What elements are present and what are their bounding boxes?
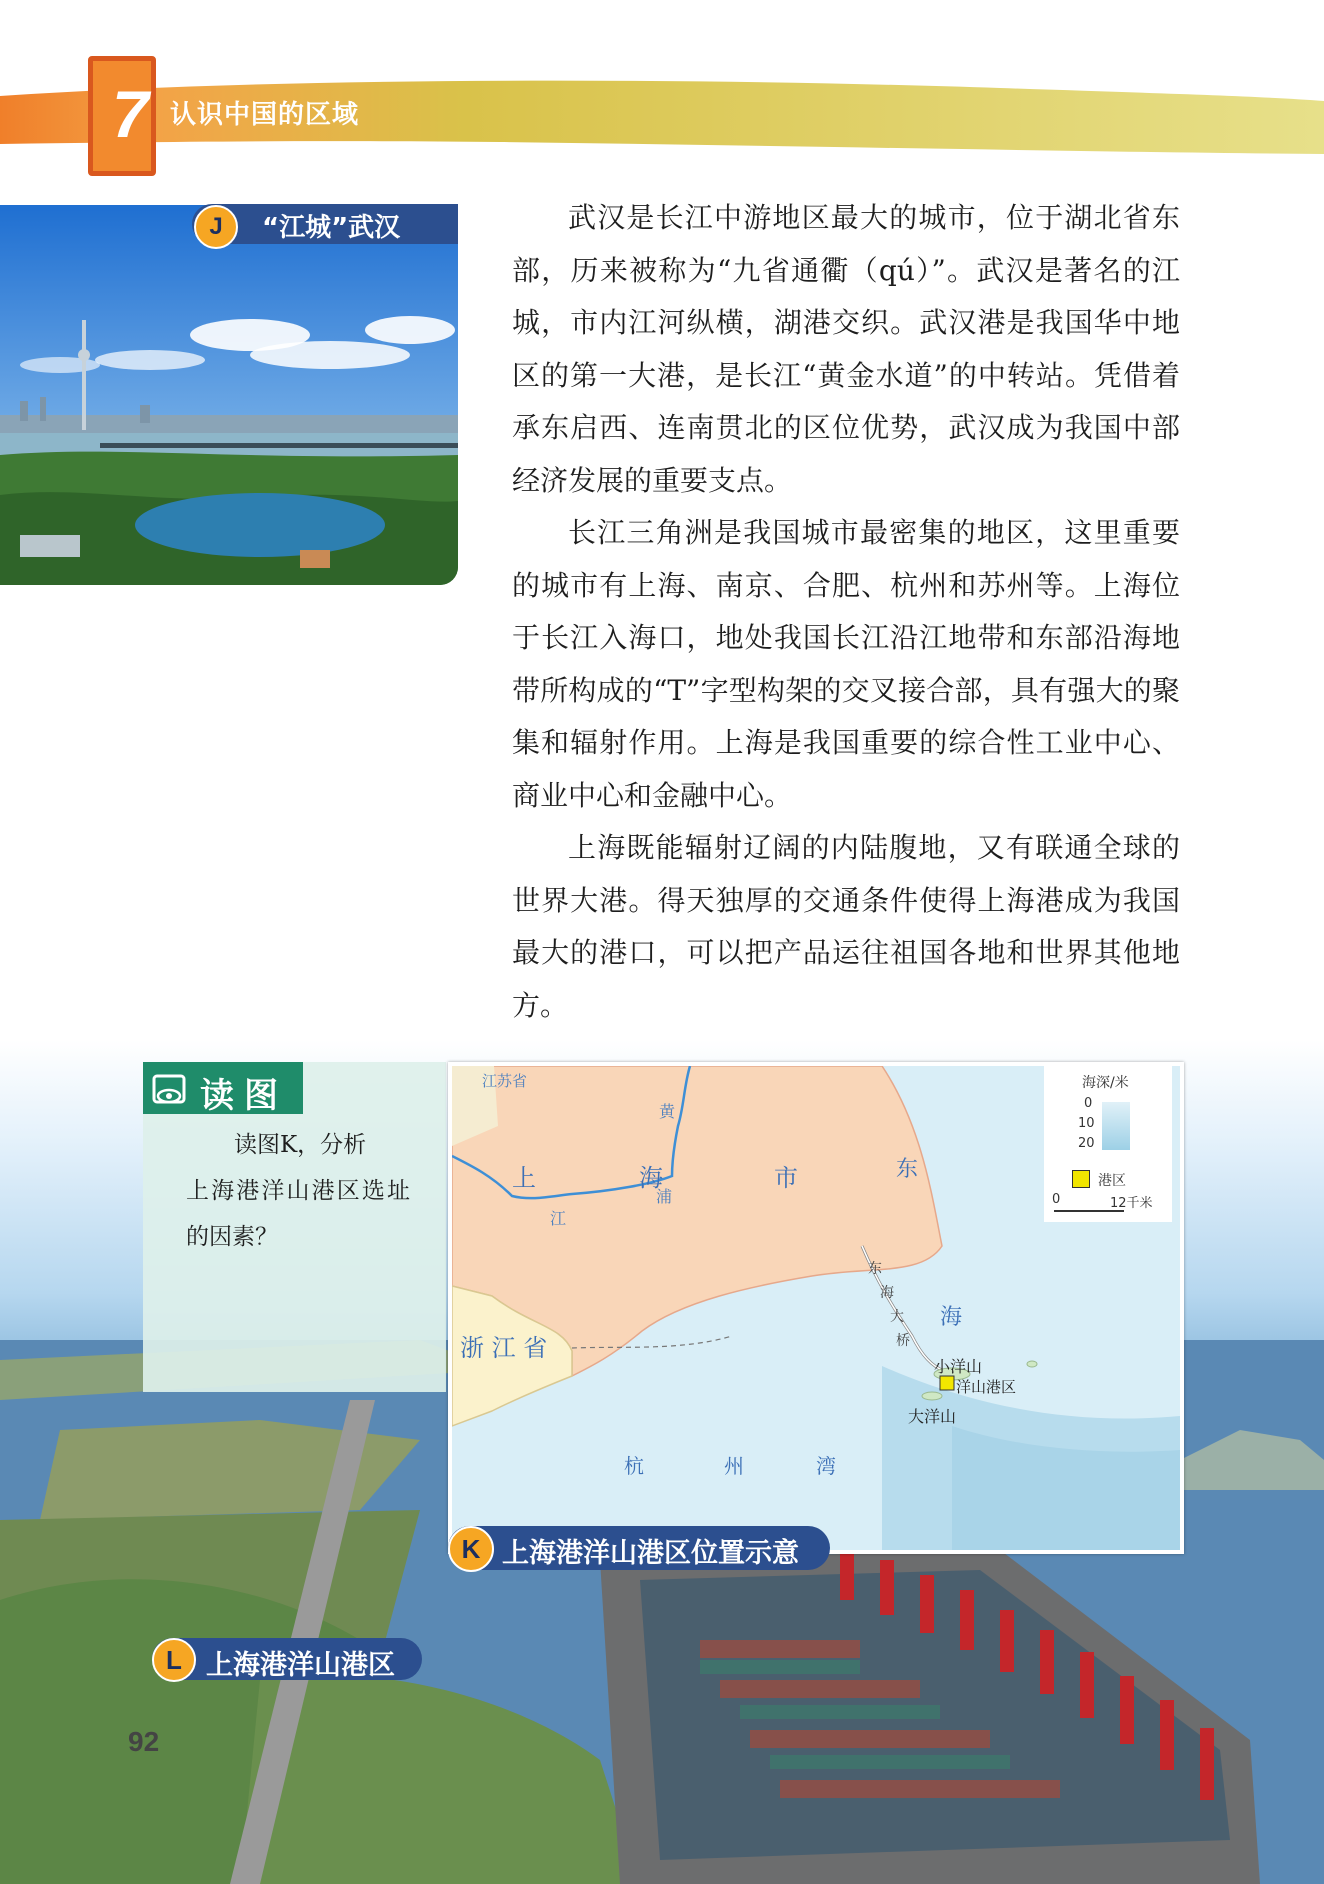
caption-l-text: 上海港洋山港区	[206, 1650, 395, 1681]
paragraph-shanghai-port: 上海既能辐射辽阔的内陆腹地，又有联通全球的世界大港。得天独厚的交通条件使得上海港成为我国最大的港口，可以把产品运往祖国各地和世界其他地方。	[512, 831, 1180, 1022]
chapter-title: 认识中国的区域	[170, 100, 360, 130]
map-label-hangzhou-2: 州	[724, 1454, 744, 1478]
map-label-hangzhou-3: 湾	[816, 1454, 836, 1478]
read-map-question	[186, 1122, 410, 1260]
paragraph-yangtze-delta: 长江三角洲是我国城市最密集的地区，这里重要的城市有上海、南京、合肥、杭州和苏州等。上海位于长江入海口，地处我国长江沿江地带和东部沿海地带所构成的“T”字型构架的交叉接合部，具有强大的聚集和辐射作用。上海是我国重要的综合性工业中心、商业中心和金融中心。	[512, 516, 1180, 812]
caption-k-badge: K	[448, 1526, 494, 1572]
map-yangshan-location	[448, 1062, 1184, 1554]
legend-depth-0: 0	[1084, 1096, 1093, 1111]
map-label-shanghai-1: 上	[512, 1164, 536, 1192]
map-label-hai: 海	[940, 1305, 963, 1330]
caption-k-text: 上海港洋山港区位置示意	[502, 1538, 799, 1569]
photo-wuhan	[0, 205, 458, 585]
map-legend	[1044, 1066, 1172, 1222]
caption-j-badge: J	[194, 205, 238, 249]
read-map-question-line1: 读图K，分析	[234, 1132, 367, 1158]
legend-scale-end: 12千米	[1110, 1196, 1153, 1211]
legend-depth-swatch	[1102, 1102, 1130, 1150]
eye-book-icon	[152, 1074, 188, 1106]
map-label-huangpu-2: 浦	[656, 1187, 673, 1206]
legend-port-label: 港区	[1098, 1173, 1126, 1189]
chapter-number: 7	[112, 77, 149, 151]
map-label-bridge-3: 大	[890, 1309, 904, 1325]
body-text	[512, 192, 1180, 1032]
map-label-huangpu-3: 江	[550, 1209, 567, 1228]
legend-port-swatch	[1072, 1170, 1090, 1188]
map-label-huangpu-1: 黄	[659, 1102, 676, 1121]
map-label-shanghai-3: 市	[774, 1164, 798, 1192]
legend-scale-zero: 0	[1052, 1192, 1061, 1207]
read-map-question-rest: 上海港洋山港区选址的因素？	[186, 1178, 410, 1250]
legend-depth-title: 海深/米	[1082, 1075, 1129, 1091]
map-label-zhejiang: 浙 江 省	[460, 1334, 548, 1362]
map-label-bridge-2: 海	[880, 1285, 894, 1301]
map-label-hangzhou-1: 杭	[624, 1454, 644, 1478]
map-label-yangshan-port: 洋山港区	[956, 1378, 1017, 1396]
legend-depth-20: 20	[1078, 1136, 1095, 1151]
map-label-shanghai-2: 海	[639, 1164, 663, 1192]
map-label-dong: 东	[896, 1157, 919, 1182]
caption-l-badge: L	[152, 1638, 196, 1682]
map-label-dayangshan: 大洋山	[908, 1407, 957, 1426]
map-label-bridge-4: 桥	[896, 1333, 910, 1349]
caption-j-text: “江城”武汉	[262, 213, 401, 243]
map-label-xiaoyangshan: 小洋山	[934, 1357, 983, 1376]
paragraph-wuhan: 武汉是长江中游地区最大的城市，位于湖北省东部，历来被称为“九省通衢（qú）”。武汉是著名的江城，市内江河纵横，湖港交织。武汉港是我国华中地区的第一大港，是长江“黄金水道”的中转站。凭借着承东启西、连南贯北的区位优势，武汉成为我国中部经济发展的重要支点。	[512, 201, 1180, 497]
map-label-jiangsu: 江苏省	[482, 1072, 528, 1090]
legend-scale-bar	[1054, 1210, 1124, 1212]
legend-depth-10: 10	[1078, 1116, 1095, 1131]
map-label-bridge-1: 东	[868, 1261, 882, 1277]
page-number: 92	[128, 1726, 160, 1757]
read-map-title: 读图	[200, 1076, 288, 1116]
